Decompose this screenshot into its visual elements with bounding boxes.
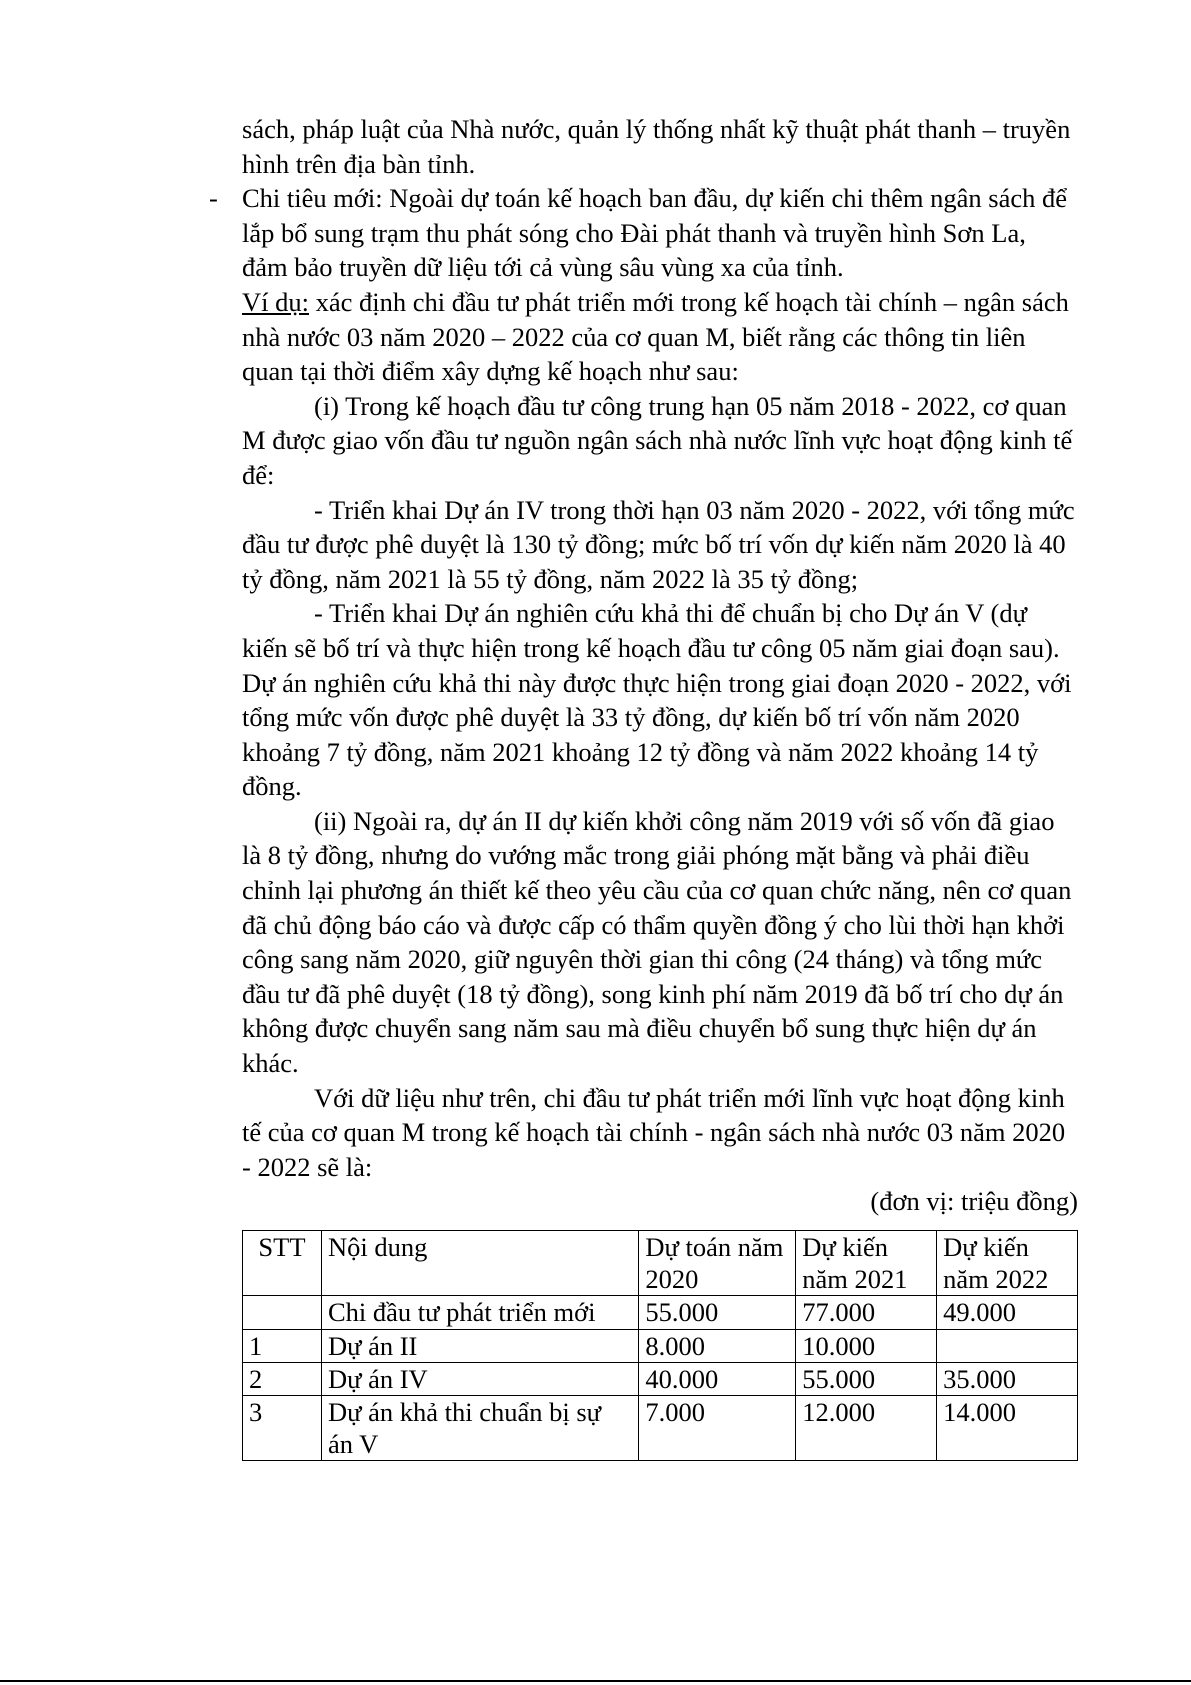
table-row (243, 1296, 1078, 1329)
example-text: xác định chi đầu tư phát triển mới trong kế hoạch tài chính – ngân sách nhà nước 03 năm 2020 – 2022 của cơ quan M, biết rằng các thông tin liên quan tại thời điểm xây dựng kế hoạch như sau: (242, 286, 1069, 387)
cell-stt: 2 (243, 1362, 322, 1395)
table-header-row (243, 1231, 1078, 1296)
paragraph-new-expenditure: Chi tiêu mới: Ngoài dự toán kế hoạch ban đầu, dự kiến chi thêm ngân sách để lắp bổ sung trạm thu phát sóng cho Đài phát thanh và truyền hình Sơn La, đảm bảo truyền dữ liệu tới cả vùng sâu vùng xa của tỉnh. (242, 183, 1068, 283)
header-forecast-2021: Dự kiến năm 2021 (796, 1231, 937, 1296)
cell-2022: 14.000 (937, 1396, 1078, 1461)
table-row (243, 1329, 1078, 1362)
budget-table (242, 1230, 1078, 1461)
cell-stt: 3 (243, 1396, 322, 1461)
cell-content: Dự án IV (321, 1362, 638, 1395)
header-estimate-2020: Dự toán năm 2020 (639, 1231, 796, 1296)
cell-stt: 1 (243, 1329, 322, 1362)
cell-stt (243, 1296, 322, 1329)
bullet-new-expenditure (209, 181, 1078, 285)
header-stt: STT (243, 1231, 322, 1296)
paragraph-project-iv: - Triển khai Dự án IV trong thời hạn 03 năm 2020 - 2022, với tổng mức đầu tư được phê duyệt là 130 tỷ đồng; mức bố trí vốn dự kiến năm 2020 là 40 tỷ đồng, năm 2021 là 55 tỷ đồng, năm 2022 là 35 tỷ đồng; (242, 494, 1075, 594)
cell-2020: 8.000 (639, 1329, 796, 1362)
cell-content: Dự án khả thi chuẩn bị sự án V (321, 1396, 638, 1461)
cell-content: Dự án II (321, 1329, 638, 1362)
cell-2022: 35.000 (937, 1362, 1078, 1395)
bullet-dash: - (209, 183, 218, 214)
cell-2020: 55.000 (639, 1296, 796, 1329)
header-forecast-2022: Dự kiến năm 2022 (937, 1231, 1078, 1296)
table-row (243, 1362, 1078, 1395)
page-bottom-rule (0, 1680, 1191, 1682)
cell-2021: 10.000 (796, 1329, 937, 1362)
paragraph-feasibility-project: - Triển khai Dự án nghiên cứu khả thi để chuẩn bị cho Dự án V (dự kiến sẽ bố trí và thực hiện trong kế hoạch đầu tư công 05 năm giai đoạn sau). Dự án nghiên cứu khả thi này được thực hiện trong giai đoạn 2020 - 2022, với tổng mức vốn được phê duyệt là 33 tỷ đồng, dự kiến bố trí vốn năm 2020 khoảng 7 tỷ đồng, năm 2021 khoảng 12 tỷ đồng và năm 2022 khoảng 14 tỷ đồng. (242, 598, 1072, 802)
cell-2021: 55.000 (796, 1362, 937, 1395)
cell-content: Chi đầu tư phát triển mới (321, 1296, 638, 1329)
cell-2022: 49.000 (937, 1296, 1078, 1329)
example-label: Ví dụ: (242, 286, 309, 317)
paragraph-item-i: (i) Trong kế hoạch đầu tư công trung hạn 05 năm 2018 - 2022, cơ quan M được giao vốn đầu tư nguồn ngân sách nhà nước lĩnh vực hoạt động kinh tế để: (242, 390, 1073, 490)
cell-2020: 40.000 (639, 1362, 796, 1395)
paragraph-conclusion: Với dữ liệu như trên, chi đầu tư phát triển mới lĩnh vực hoạt động kinh tế của cơ quan M trong kế hoạch tài chính - ngân sách nhà nước 03 năm 2020 - 2022 sẽ là: (242, 1082, 1066, 1182)
cell-2021: 77.000 (796, 1296, 937, 1329)
paragraph-item-ii: (ii) Ngoài ra, dự án II dự kiến khởi công năm 2019 với số vốn đã giao là 8 tỷ đồng, nhưng do vướng mắc trong giải phóng mặt bằng và phải điều chỉnh lại phương án thiết kế theo yêu cầu của cơ quan chức năng, nên cơ quan đã chủ động báo cáo và được cấp có thẩm quyền đồng ý cho lùi thời hạn khởi công sang năm 2020, giữ nguyên thời gian thi công (24 tháng) và tổng mức đầu tư đã phê duyệt (18 tỷ đồng), song kinh phí năm 2019 đã bố trí cho dự án không được chuyển sang năm sau mà điều chuyển bổ sung thực hiện dự án khác. (242, 805, 1072, 1079)
cell-2020: 7.000 (639, 1396, 796, 1461)
document-body (209, 112, 1078, 1461)
cell-2021: 12.000 (796, 1396, 937, 1461)
header-content: Nội dung (321, 1231, 638, 1296)
cell-2022 (937, 1329, 1078, 1362)
paragraph-continuation: sách, pháp luật của Nhà nước, quản lý thống nhất kỹ thuật phát thanh – truyền hình trên địa bàn tỉnh. (242, 114, 1071, 179)
paragraph-example (242, 285, 1078, 389)
table-row (243, 1396, 1078, 1461)
unit-note: (đơn vị: triệu đồng) (870, 1186, 1078, 1217)
